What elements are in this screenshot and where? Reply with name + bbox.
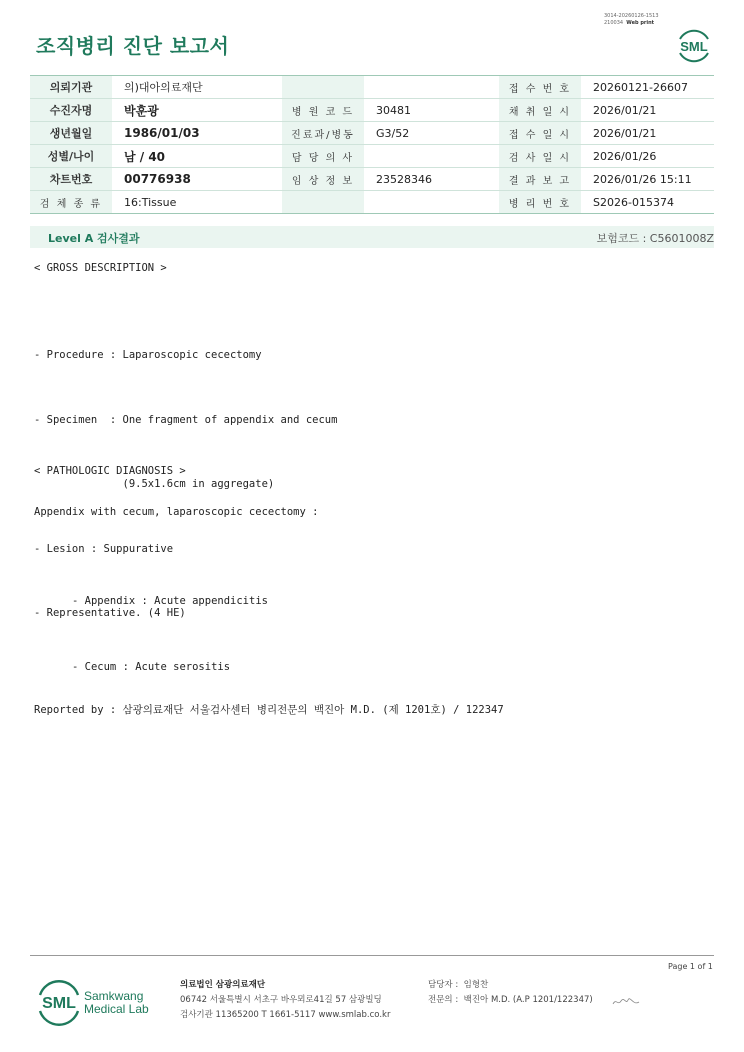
sml-logo-text: SML [680,39,708,54]
info-label: 검 사 일 시 [499,145,581,168]
info-label: 결 과 보 고 [499,168,581,191]
info-value: G3/52 [364,122,499,145]
info-value [364,76,499,99]
info-value: 1986/01/03 [112,122,282,145]
info-label: 접 수 번 호 [499,76,581,99]
info-value [364,145,499,168]
info-row [30,145,714,168]
info-row [30,191,714,214]
diagnosis-item: - Cecum : Acute serositis [72,661,231,673]
page-title: 조직병리 진단 보고서 [36,34,230,58]
info-value: 의)대아의료재단 [112,76,282,99]
gross-line: (9.5x1.6cm in aggregate) [34,478,275,490]
info-value: 20260121-26607 [581,76,714,99]
gross-line: - Procedure : Laparoscopic cecectomy [34,349,262,361]
staff-name: 임형찬 [463,980,489,990]
web-print-label: Web print [626,20,655,26]
lab-name-line2: Medical Lab [84,1002,149,1016]
info-value: 2026/01/21 [581,122,714,145]
document-id-line1: 3014-20260126-1513 [604,13,659,19]
info-row [30,76,714,99]
signature-icon [612,996,640,1008]
info-label: 병 원 코 드 [282,99,364,122]
info-label: 진료과/병동 [282,122,364,145]
insurance-code: 보험코드 : C5601008Z [596,232,714,245]
sml-logo-icon [674,25,714,65]
footer-org-info [180,978,390,1023]
footer-staff-info [428,978,593,1008]
info-row [30,122,714,145]
info-value: 2026/01/26 [581,145,714,168]
diagnosis-items [72,546,268,700]
info-label [282,191,364,214]
footer-divider [30,955,714,956]
specialist-label: 전문의 : [428,995,459,1005]
info-label: 수진자명 [30,99,112,122]
gross-heading: < GROSS DESCRIPTION > [34,262,167,274]
gross-line: - Representative. (4 HE) [34,607,186,619]
gross-line: - Lesion : Suppurative [34,542,174,555]
info-value [364,191,499,214]
diagnosis-item: - Appendix : Acute appendicitis [72,595,268,607]
diagnosis-heading: < PATHOLOGIC DIAGNOSIS > [34,465,186,477]
info-value: 남 / 40 [112,145,282,168]
footer-logo [36,978,156,1026]
diagnosis-intro: Appendix with cecum, laparoscopic cecectomy : [34,506,319,518]
info-value: 박훈광 [112,99,282,122]
info-label: 검 체 종 류 [30,191,112,214]
sml-footer-logo-icon [36,978,82,1026]
lab-name-line1: Samkwang [84,989,144,1003]
info-label [282,76,364,99]
specialist-name: 백진아 M.D. (A.P 1201/122347) [463,995,593,1005]
reported-by: Reported by : 삼광의료재단 서울검사센터 병리전문의 백진아 M.D. (제 1201호) / 122347 [34,704,504,716]
info-label: 채 취 일 시 [499,99,581,122]
info-value: S2026-015374 [581,191,714,214]
info-value: 16:Tissue [112,191,282,214]
info-label: 차트번호 [30,168,112,191]
info-label: 병 리 번 호 [499,191,581,214]
info-value: 23528346 [364,168,499,191]
info-row [30,168,714,191]
info-label: 담 당 의 사 [282,145,364,168]
info-value: 2026/01/26 15:11 [581,168,714,191]
sml-footer-logo-text: SML [42,995,76,1012]
document-id-line2: 210034 [604,20,624,26]
document-id [604,13,659,27]
gross-line: - Specimen : One fragment of appendix and cecum [34,413,338,426]
info-label: 접 수 일 시 [499,122,581,145]
footer-address: 06742 서울특별시 서초구 바우뫼로41길 57 삼광빌딩 [180,995,382,1005]
staff-label: 담당자 : [428,980,459,990]
info-value: 30481 [364,99,499,122]
footer-contact: 검사기관 11365200 T 1661-5117 www.smlab.co.kr [180,1010,391,1020]
info-label: 의뢰기관 [30,76,112,99]
footer-org-name: 의료법인 삼광의료재단 [180,980,266,990]
info-value: 00776938 [112,168,282,191]
info-label: 생년월일 [30,122,112,145]
page-number: Page 1 of 1 [668,962,713,971]
info-row [30,99,714,122]
info-label: 성별/나이 [30,145,112,168]
info-label: 임 상 정 보 [282,168,364,191]
patient-info-table [30,75,714,214]
info-value: 2026/01/21 [581,99,714,122]
result-level-label: Level A 검사결과 [48,232,140,245]
